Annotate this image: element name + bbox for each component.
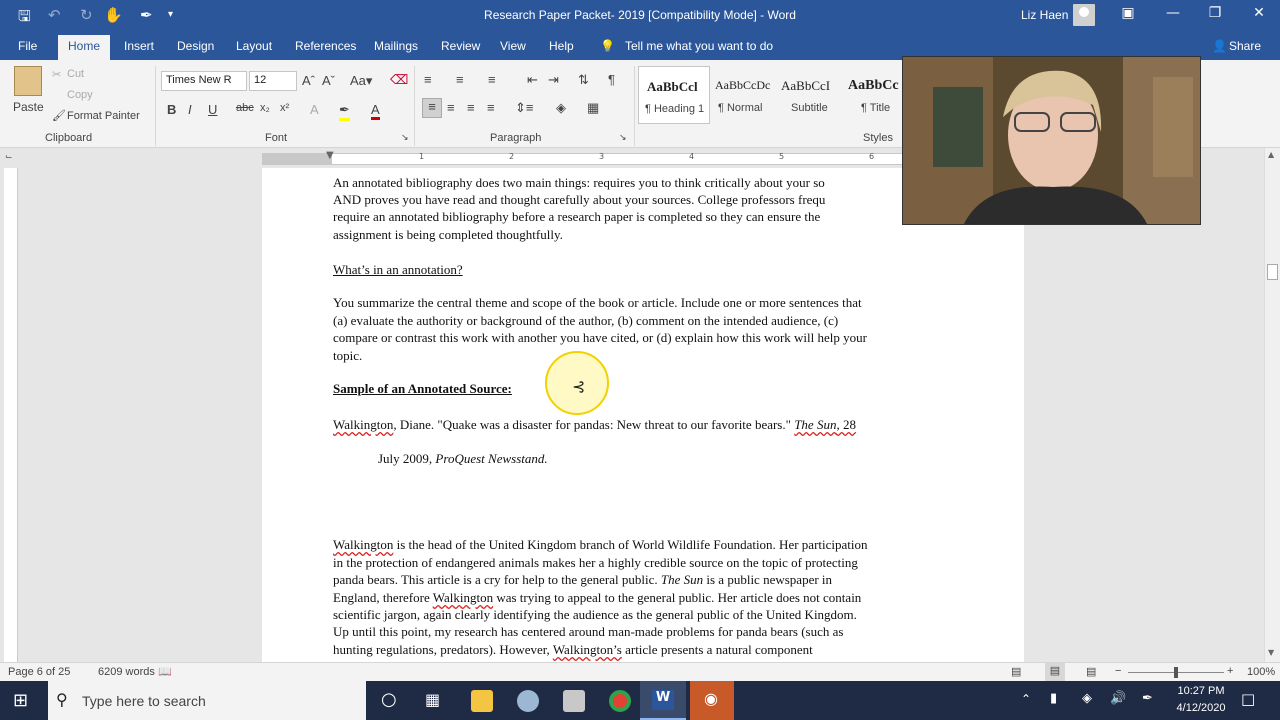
tab-mailings[interactable]: Mailings [374, 39, 419, 53]
doc-text: is a public newspaper in [703, 572, 833, 587]
grow-font-icon[interactable]: Aˆ [302, 73, 315, 88]
touch-mode-icon[interactable]: ✋ [104, 6, 123, 24]
multilevel-list-icon[interactable]: ≡ [488, 72, 496, 87]
windows-start-icon[interactable]: ⊞ [13, 690, 29, 711]
style-title-sample: AaBbCc [848, 78, 899, 93]
bold-icon[interactable]: B [167, 102, 177, 117]
tab-help[interactable]: Help [549, 39, 574, 53]
page-count[interactable]: Page 6 of 25 [8, 666, 71, 678]
show-hidden-icons-icon[interactable]: ⌃ [1021, 692, 1032, 706]
title-bar [0, 0, 1280, 31]
doc-line: assignment is being completed thoughtfully. [333, 227, 563, 242]
recorder-taskbar-button[interactable] [690, 681, 734, 720]
share-icon: 👤 [1212, 39, 1227, 53]
clock-date[interactable]: 4/12/2020 [1176, 702, 1226, 714]
citation-date: July 2009, [378, 451, 436, 466]
tab-selector-icon[interactable]: ⌙ [5, 152, 13, 162]
font-name-value: Times New R [166, 74, 232, 86]
battery-icon[interactable]: ▮ [1050, 691, 1058, 706]
doc-line [333, 642, 813, 658]
doc-line: Up until this point, my research has centered around man-made problems for panda bears (such as [333, 624, 844, 639]
cut-button[interactable]: Cut [67, 68, 85, 80]
citation-line-1 [333, 417, 856, 433]
ribbon-display-options-icon[interactable]: ▣ [1121, 5, 1135, 21]
highlight-icon[interactable]: ✒ [339, 102, 350, 121]
doc-text: England, therefore [333, 590, 433, 605]
tab-references[interactable]: References [295, 39, 357, 53]
tell-me-search[interactable]: Tell me what you want to do [625, 39, 774, 53]
doc-word: Walkington [333, 537, 394, 552]
tab-review[interactable]: Review [441, 39, 481, 53]
webcam-picture [903, 57, 1201, 225]
close-button[interactable]: ✕ [1253, 5, 1265, 21]
style-title-name: ¶ Title [861, 102, 891, 114]
citation-author: Walkington [333, 417, 394, 432]
search-placeholder: Type here to search [82, 693, 206, 709]
format-painter-button[interactable]: Format Painter [67, 110, 140, 122]
indent-marker-icon[interactable]: ▼ [326, 150, 334, 161]
style-normal-name: ¶ Normal [718, 102, 763, 114]
tab-design[interactable]: Design [177, 39, 215, 53]
citation-title: , Diane. "Quake was a disaster for pandas: New threat to our favorite bears." [393, 417, 795, 432]
doc-line: An annotated bibliography does two main things: requires you to think critically about your so [333, 175, 825, 190]
doc-text: was trying to appeal to the general public. Her article does not contain [493, 590, 862, 605]
paragraph-group-label: Paragraph [490, 132, 542, 144]
redo-icon[interactable]: ↻ [80, 6, 93, 24]
superscript-icon[interactable]: x² [280, 102, 290, 114]
align-center-icon[interactable]: ≡ [447, 100, 455, 115]
font-color-icon[interactable]: A [371, 102, 380, 120]
ruler-number: 1 [419, 152, 425, 161]
zoom-level[interactable]: 100% [1247, 666, 1276, 678]
doc-line: scientific jargon, again clearly identifying the audience as the general public of the United Kingdom. [333, 607, 857, 622]
shrink-font-icon[interactable]: Aˇ [322, 73, 335, 88]
clipboard-group-label: Clipboard [45, 132, 93, 144]
minimize-button[interactable]: — [1166, 5, 1180, 21]
annotation-heading: What’s in an annotation? [333, 262, 463, 277]
font-size-dropdown[interactable] [249, 71, 297, 91]
cortana-icon[interactable]: ○ [381, 689, 397, 710]
word-icon: W [652, 690, 674, 710]
font-name-dropdown[interactable] [161, 71, 247, 91]
doc-line [333, 572, 832, 588]
borders-icon[interactable]: ▦ [587, 100, 600, 115]
citation-line-2 [378, 451, 548, 467]
document-page[interactable] [262, 168, 1024, 662]
print-layout-icon[interactable]: ▤ [1045, 663, 1065, 681]
doc-line: You summarize the central theme and scope of the book or article. Include one or more sentences that [333, 295, 862, 310]
notifications-icon[interactable]: □ [1241, 690, 1256, 708]
doc-line: require an annotated bibliography before a research paper is completed so they can ensure the [333, 209, 821, 224]
user-name[interactable]: Liz Haen [1021, 8, 1069, 22]
proofing-icon[interactable]: 📖 [158, 666, 172, 678]
taskbar-search[interactable] [48, 681, 366, 720]
citation-source: ProQuest Newsstand. [435, 451, 548, 466]
copy-button[interactable]: Copy [67, 89, 93, 101]
decrease-indent-icon[interactable]: ⇤ [527, 72, 538, 87]
clear-formatting-icon[interactable]: ⌫ [390, 72, 409, 87]
paragraph-dialog-launcher-icon[interactable]: ↘ [619, 132, 627, 142]
numbering-icon[interactable]: ≡ [456, 72, 464, 87]
align-left-icon[interactable]: ≡ [422, 98, 442, 118]
restore-button[interactable]: ❐ [1208, 5, 1222, 21]
draw-icon[interactable]: ✒ [140, 6, 153, 24]
scroll-down-icon[interactable]: ▼ [1268, 648, 1275, 657]
paint-icon[interactable] [517, 690, 539, 712]
ruler-number: 3 [599, 152, 605, 161]
align-right-icon[interactable]: ≡ [467, 100, 475, 115]
subscript-icon[interactable]: x₂ [260, 102, 270, 114]
doc-text: hunting regulations, predators). However, [333, 642, 553, 657]
style-subtitle-name: Subtitle [791, 102, 828, 114]
scroll-up-icon[interactable]: ▲ [1268, 150, 1275, 159]
scroll-thumb[interactable] [1267, 264, 1278, 280]
tab-layout[interactable]: Layout [236, 39, 273, 53]
paintbrush-icon: 🖌 [52, 110, 66, 122]
lightbulb-icon: 💡 [600, 39, 615, 53]
style-heading1-name: ¶ Heading 1 [645, 103, 705, 115]
doc-line [333, 537, 868, 553]
chrome-icon[interactable] [609, 690, 631, 712]
style-heading1-sample: AaBbCcl [647, 79, 698, 94]
sample-heading: Sample of an Annotated Source: [333, 381, 512, 396]
vertical-scrollbar[interactable] [1264, 148, 1280, 662]
italic-icon[interactable]: I [188, 102, 192, 117]
wifi-icon[interactable]: ◈ [1082, 691, 1092, 706]
line-spacing-icon[interactable]: ⇕≡ [515, 100, 534, 115]
doc-line [333, 590, 861, 606]
style-heading1[interactable] [638, 66, 710, 124]
ruler-number: 4 [689, 152, 695, 161]
customize-qat-icon[interactable]: ▾ [168, 9, 174, 20]
zoom-in-icon[interactable]: + [1227, 665, 1234, 677]
ruler-number: 5 [779, 152, 785, 161]
ruler-number: 2 [509, 152, 515, 161]
doc-line: AND proves you have read and thought carefully about your sources. College professors frequ [333, 192, 826, 207]
style-subtitle-sample: AaBbCcI [781, 78, 831, 93]
text-cursor-icon: ⊰ [572, 377, 586, 396]
text-effects-icon[interactable]: A [310, 102, 319, 117]
webcam-video [902, 56, 1201, 225]
pen-icon[interactable]: ✒ [1142, 691, 1153, 706]
tab-insert[interactable]: Insert [124, 39, 155, 53]
web-layout-icon[interactable]: ▤ [1086, 666, 1097, 678]
doc-line: topic. [333, 348, 363, 363]
scissors-icon: ✂ [52, 69, 62, 81]
volume-icon[interactable]: 🔊 [1110, 691, 1127, 706]
doc-text: is the head of the United Kingdom branch of World Wildlife Foundation. Her participation [393, 537, 868, 552]
vertical-ruler [4, 168, 18, 662]
font-group-label: Font [265, 132, 288, 144]
font-size-value: 12 [254, 74, 267, 86]
style-subtitle[interactable] [778, 66, 840, 124]
file-explorer-icon[interactable] [471, 690, 493, 712]
underline-icon[interactable]: U [208, 102, 218, 117]
bullets-icon[interactable]: ≡ [424, 72, 432, 87]
citation-publication: The Sun [794, 417, 837, 432]
tab-view[interactable]: View [500, 39, 526, 53]
tab-file[interactable]: File [18, 39, 38, 53]
clock-time[interactable]: 10:27 PM [1177, 685, 1225, 697]
window-title: Research Paper Packet- 2019 [Compatibility Mode] - Word [484, 8, 796, 22]
styles-group-label: Styles [863, 132, 893, 144]
sort-icon[interactable]: ⇅ [578, 72, 589, 87]
status-bar [0, 662, 1280, 681]
word-taskbar-button[interactable] [640, 681, 686, 720]
calculator-icon[interactable] [563, 690, 585, 712]
doc-line: compare or contrast this work with another you have cited, or (d) explain how this work will help your [333, 330, 867, 345]
zoom-slider-thumb[interactable] [1174, 667, 1178, 678]
doc-word: Walkington [432, 590, 494, 605]
style-title[interactable] [844, 66, 902, 124]
style-normal[interactable] [712, 66, 774, 124]
tab-home[interactable]: Home [58, 35, 110, 60]
show-formatting-icon[interactable]: ¶ [608, 72, 615, 87]
font-dialog-launcher-icon[interactable]: ↘ [401, 132, 409, 142]
doc-line: (a) evaluate the authority or background of the author, (b) comment on the intended audience, (c) [333, 313, 839, 328]
share-button[interactable]: Share [1229, 39, 1262, 53]
read-mode-icon[interactable]: ▤ [1011, 666, 1022, 678]
word-count[interactable]: 6209 words [98, 666, 155, 678]
style-normal-sample: AaBbCcDc [715, 78, 771, 92]
doc-text: panda bears. This article is a cry for help to the general public. [333, 572, 661, 587]
undo-icon[interactable]: ↶ [48, 6, 61, 24]
citation-number: , 28 [836, 417, 856, 432]
avatar[interactable] [1073, 4, 1095, 26]
search-icon: ⚲ [56, 690, 68, 709]
doc-line: in the protection of endangered animals makes her a highly credible source on the topic of protecting [333, 555, 858, 570]
save-icon[interactable]: 🖫 [18, 7, 31, 25]
taskbar [0, 681, 1280, 720]
justify-icon[interactable]: ≡ [487, 100, 495, 115]
increase-indent-icon[interactable]: ⇥ [548, 72, 559, 87]
doc-text: The Sun [660, 572, 704, 587]
recorder-icon: ◉ [704, 689, 718, 708]
ruler-number: 6 [869, 152, 875, 161]
strikethrough-icon[interactable]: abc [236, 102, 254, 114]
paste-button[interactable]: Paste [13, 100, 44, 114]
doc-text: article presents a natural component [621, 642, 813, 657]
clipboard-icon [14, 66, 42, 96]
task-view-icon[interactable]: ▦ [425, 690, 441, 709]
shading-icon[interactable]: ◈ [556, 100, 566, 115]
doc-word: Walkington’s [552, 642, 622, 657]
change-case-icon[interactable]: Aa▾ [350, 73, 373, 88]
zoom-out-icon[interactable]: − [1115, 665, 1122, 677]
